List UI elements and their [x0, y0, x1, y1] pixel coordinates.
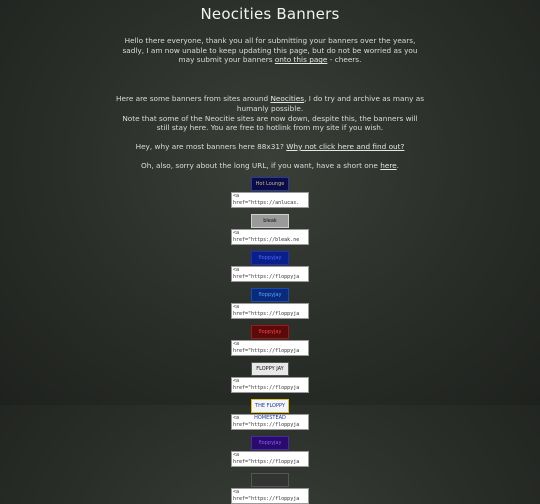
why-88x31-link[interactable]: Why not click here and find out?: [286, 141, 405, 151]
banner-image[interactable]: [251, 473, 289, 487]
short-url-link[interactable]: here: [380, 160, 397, 170]
banner-image[interactable]: floppyjay: [251, 325, 289, 339]
banner-embed-code[interactable]: <a href="https://bleak.ne: [231, 229, 309, 245]
archive-note: Note that some of the Neocitie sites are now down, despite this, the banners will still stay here. You are free to hotlink from my site if you wish.: [122, 113, 418, 133]
banner-embed-code[interactable]: <a href="https://floppyja: [231, 340, 309, 356]
banner-image[interactable]: floppyjay: [251, 436, 289, 450]
banner-entry: [231, 399, 309, 430]
banner-entry: [231, 177, 309, 208]
banner-image[interactable]: floppyjay: [251, 288, 289, 302]
banner-embed-code[interactable]: <a href="https://floppyja: [231, 451, 309, 467]
intro-paragraph: [120, 36, 420, 65]
archive-text-end: , I do try and archive as many as humanly possible.: [236, 94, 424, 113]
banner-image[interactable]: floppyjay: [251, 251, 289, 265]
archive-paragraph: [115, 94, 425, 133]
banner-image[interactable]: Hot Lounge: [251, 177, 289, 191]
banner-embed-code[interactable]: <a href="https://anlucas.: [231, 192, 309, 208]
banner-image[interactable]: THE FLOPPY HOMESTEAD: [251, 399, 289, 413]
banner-entry: [231, 288, 309, 319]
banner-entry: [231, 473, 309, 504]
archive-text: Here are some banners from sites around: [116, 94, 271, 104]
banner-embed-code[interactable]: <a href="https://floppyja: [231, 266, 309, 282]
neocities-link[interactable]: Neocities: [270, 94, 305, 104]
sorry-text-end: .: [396, 160, 399, 170]
banner-entry: [231, 325, 309, 356]
page-title: Neocities Banners: [200, 5, 340, 23]
banner-embed-code[interactable]: <a href="https://floppyja: [231, 303, 309, 319]
banner-embed-code[interactable]: <a href="https://floppyja: [231, 414, 309, 430]
sorry-text: Oh, also, sorry about the long URL, if you want, have a short one: [140, 160, 381, 170]
why-paragraph: [0, 142, 540, 152]
banner-embed-code[interactable]: <a href="https://floppyja: [231, 488, 309, 504]
sorry-paragraph: [0, 161, 540, 171]
banner-image[interactable]: bleak: [251, 214, 289, 228]
banner-list: [0, 177, 540, 504]
intro-text-end: - cheers.: [327, 55, 362, 65]
banner-embed-code[interactable]: <a href="https://floppyja: [231, 377, 309, 393]
banner-entry: [231, 214, 309, 245]
submit-banner-link[interactable]: onto this page: [274, 55, 328, 65]
intro-text: Hello there everyone, thank you all for submitting your banners over the years, sadly, I am now unable to keep updating this page, but do not be worried as you may submit your banners: [122, 36, 418, 65]
banner-entry: [231, 362, 309, 393]
banner-entry: [231, 436, 309, 467]
why-text: Hey, why are most banners here 88x31?: [135, 141, 287, 151]
banner-image[interactable]: FLOPPY JAY: [251, 362, 289, 376]
banner-entry: [231, 251, 309, 282]
